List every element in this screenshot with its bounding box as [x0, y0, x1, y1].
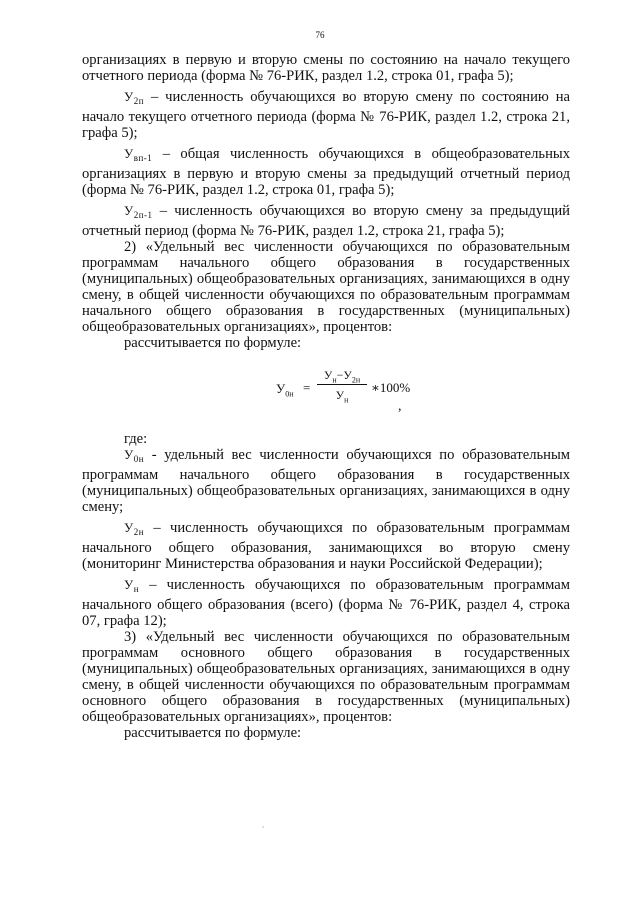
definition-u2n: $У_{2н}$ – численность обучающихся по образовательным программам начального общего образования, занимающихся во вторую смену (мониторинг Министерства образования и науки Российской Федерации); [82, 520, 570, 572]
item-2: 2) «Удельный вес численности обучающихся по образовательным программам начального общего образования в государственных (муниципальных) общеобразовательных организациях, занимающихся в одну смену, в общей численности обучающихся по образовательным программам начального общего образования в государственных (муниципальных) общеобразовательных организациях», процентов: [82, 239, 570, 335]
symbol-u2n: $У_{2н}$ [124, 520, 145, 537]
definition-un: $У_н$ – численность обучающихся по образовательным программам начального общего образования (всего) (форма № 76-РИК, раздел 4, строка 07, графа 12); [82, 577, 570, 629]
formula-multiplier: ∗100% [371, 380, 411, 395]
formula-intro-1: рассчитывается по формуле: [124, 335, 302, 351]
fraction-bar [317, 384, 367, 385]
symbol-u0n: $У_{0н}$ [124, 447, 145, 464]
symbol-uvp1: $У_{вп-1}$ [124, 146, 153, 163]
definition-u2p: $У_{2п}$ – численность обучающихся во вторую смену по состоянию на начало текущего отчетного периода (форма № 76-РИК, раздел 1.2, строка 21, графа 5); [82, 89, 570, 141]
where-label: где: [124, 431, 148, 447]
symbol-u2p: $У_{2п}$ [124, 89, 145, 106]
definition-u2p1: $У_{2п-1}$ – численность обучающихся во вторую смену за предыдущий отчетный период (форма № 76-РИК, раздел 1.2, строка 21, графа 5); [82, 203, 570, 239]
formula-numerator: $У_н-У_{2н}$ [323, 368, 361, 385]
formula-equals: = [303, 380, 311, 395]
item-3: 3) «Удельный вес численности обучающихся по образовательным программам основного общего образования в государственных (муниципальных) общеобразовательных организациях, занимающихся в одну смену, в общей численности обучающихся по образовательным программам основного общего образования в государственных (муниципальных) общеобразовательных организациях», процентов: [82, 629, 570, 725]
document-body [82, 52, 570, 741]
definition-u0n: $У_{0н}$ - удельный вес численности обучающихся по образовательным программам начального общего образования в государственных (муниципальных) общеобразовательных организациях, занимающихся в одну смену; [82, 447, 570, 515]
formula-lhs: $У_{0н}$ [276, 381, 294, 399]
symbol-un: $У_н$ [124, 577, 140, 594]
paragraph-continuation: организациях в первую и вторую смены по состоянию на начало текущего отчетного периода (форма № 76-РИК, раздел 1.2, строка 01, графа 5); [82, 52, 570, 84]
formula-intro-2: рассчитывается по формуле: [124, 725, 302, 741]
formula-block [82, 359, 570, 431]
formula-denominator: $У_н$ [335, 388, 349, 405]
page-number: 76 [315, 30, 325, 40]
definition-uvp1: $У_{вп-1}$ – общая численность обучающихся в общеобразовательных организациях в первую и вторую смены за предыдущий отчетный период (форма № 76-РИК, раздел 1.2, строка 01, графа 5); [82, 146, 570, 198]
symbol-u2p1: $У_{2п-1}$ [124, 203, 153, 220]
formula-comma: , [398, 399, 402, 414]
scan-artifact [262, 826, 264, 828]
